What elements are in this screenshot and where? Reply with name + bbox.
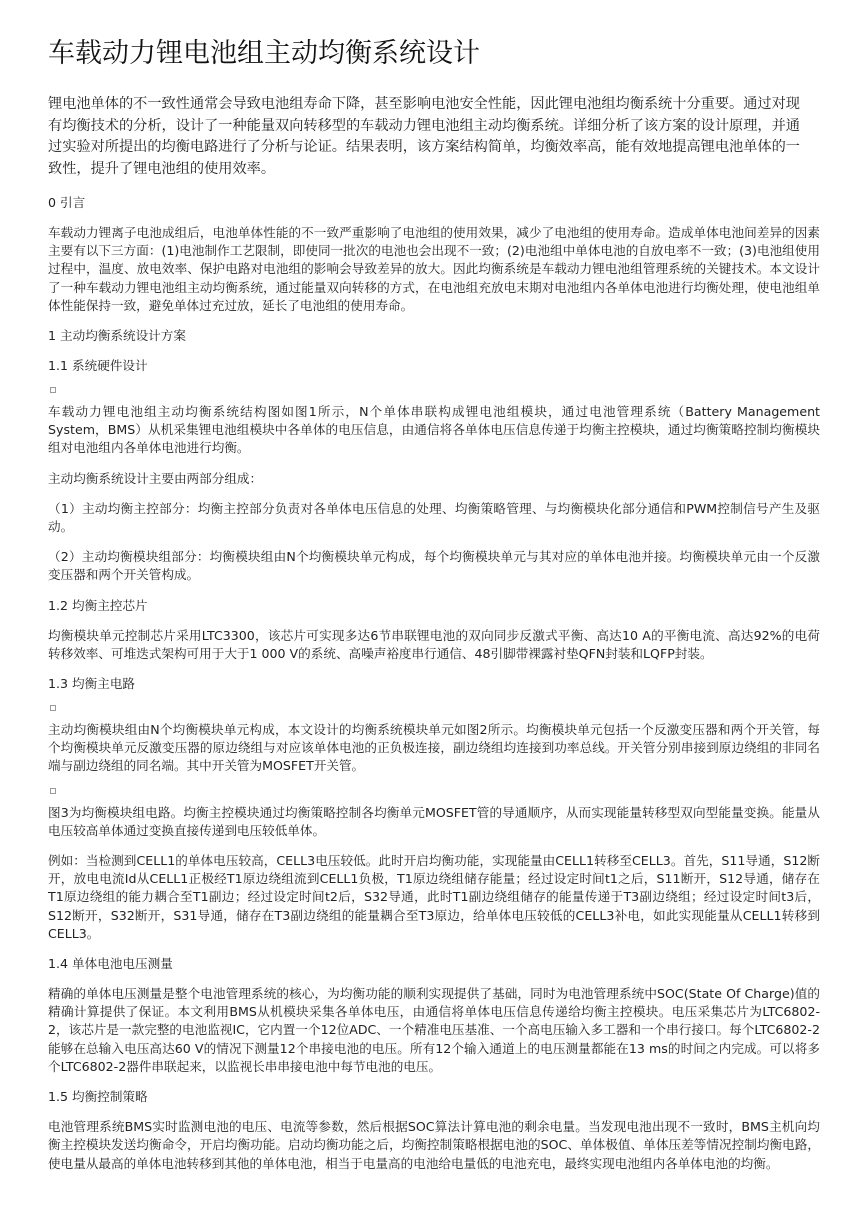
broken-image-icon xyxy=(50,788,56,794)
subsection-heading-main-circuit: 1.3 均衡主电路 xyxy=(48,676,136,692)
subsection-heading-chip: 1.2 均衡主控芯片 xyxy=(48,597,148,613)
section-heading-intro: 0 引言 xyxy=(48,195,86,210)
paragraph-main-circuit: 主动均衡模块组由N个均衡模块单元构成，本文设计的均衡系统模块单元如图2所示。均衡模块单元包括一个反激变压器和两个开关管，每个均衡模块单元反激变压器的原边绕组与对应该单体电池的正负极连接，副边绕组均连接到功率总线。开关管分别串接到原边绕组的非同名端与副边绕组的同名端。其中开关管为MOSFET开关管。 xyxy=(48,722,820,774)
paragraph-hardware-part1: （1）主动均衡主控部分：均衡主控部分负责对各单体电压信息的处理、均衡策略管理、与均衡模块化部分通信和PWM控制信号产生及驱动。 xyxy=(48,500,820,535)
paragraph-voltage-measurement: 精确的单体电压测量是整个电池管理系统的核心，为均衡功能的顺利实现提供了基础，同时为电池管理系统中SOC(State Of Charge)值的精确计算提供了保证。本文利用BMS从机模块采集各单体电压，由通信将单体电压信息传递给均衡主控模块。电压采集芯片为LTC6802-2，该芯片是一款完整的电池监视IC，它内置一个12位ADC、一个精准电压基准、一个高电压输入多工器和一个串行接口。每个LTC6802-2能够在总输入电压高达60 V的情况下测量12个串接电池的电压。所有12个输入通道上的电压测量都能在13 ms的时间之内完成。可以将多个LTC6802-2器件串联起来，以监视长串串接电池中每节电池的电压。 xyxy=(48,986,820,1074)
paragraph-module-circuit: 图3为均衡模块组电路。均衡主控模块通过均衡策略控制各均衡单元MOSFET管的导通顺序，从而实现能量转移型双向型能量变换。能量从电压较高单体通过变换直接传递到电压较低单体。 xyxy=(48,804,820,838)
broken-image-icon xyxy=(50,387,56,393)
paragraph-hardware-part2: （2）主动均衡模块组部分：均衡模块组由N个均衡模块单元构成，每个均衡模块单元与其对应的单体电池并接。均衡模块单元由一个反激变压器和两个开关管构成。 xyxy=(48,549,820,583)
subsection-heading-voltage-measurement: 1.4 单体电池电压测量 xyxy=(48,956,173,972)
broken-image-icon xyxy=(50,705,56,711)
paragraph-hardware-composition: 主动均衡系统设计主要由两部分组成： xyxy=(48,470,263,486)
subsection-heading-hardware: 1.1 系统硬件设计 xyxy=(48,358,148,374)
abstract: 锂电池单体的不一致性通常会导致电池组寿命下降，甚至影响电池安全性能，因此锂电池组均衡系统十分重要。通过对现有均衡技术的分析，设计了一种能量双向转移型的车载动力锂电池组主动均衡系统。详细分析了该方案的设计原理，并通过实验对所提出的均衡电路进行了分析与论证。结果表明，该方案结构简单，均衡效率高，能有效地提高锂电池单体的一致性，提升了锂电池组的使用效率。 xyxy=(48,96,800,177)
article-title: 车载动力锂电池组主动均衡系统设计 xyxy=(48,38,480,69)
section-heading-design: 1 主动均衡系统设计方案 xyxy=(48,328,186,344)
paragraph-example: 例如：当检测到CELL1的单体电压较高，CELL3电压较低。此时开启均衡功能，实现能量由CELL1转移至CELL3。首先，S11导通，S12断开，放电电流Id从CELL1正极经T1原边绕组流到CELL1负极，T1原边绕组储存能量；经过设定时间t1之后，S11断开，S12导通，储存在T1原边绕组的能力耦合至T1副边；经过设定时间t2后，S32导通，此时T1副边绕组储存的能量传递于T3副边绕组；经过设定时间t3后，S12断开，S32断开，S31导通，储存在T3副边绕组的能量耦合至T3原边，给单体电压较低的CELL3补电，如此实现能量从CELL1转移到CELL3。 xyxy=(48,853,820,941)
subsection-heading-control-strategy: 1.5 均衡控制策略 xyxy=(48,1089,148,1105)
paragraph-chip: 均衡模块单元控制芯片采用LTC3300，该芯片可实现多达6节串联锂电池的双向同步反激式平衡、高达10 A的平衡电流、高达92%的电荷转移效率、可堆迭式架构可用于大于1 000 V的系统、高噪声裕度串行通信、48引脚带裸露衬垫QFN封装和LQFP封装。 xyxy=(48,627,820,661)
paragraph-control-strategy: 电池管理系统BMS实时监测电池的电压、电流等参数，然后根据SOC算法计算电池的剩余电量。当发现电池出现不一致时，BMS主机向均衡主控模块发送均衡命令，开启均衡功能。启动均衡功能之后，均衡控制策略根据电池的SOC、单体极值、单体压差等情况控制均衡电路，使电量从最高的单体电池转移到其他的单体电池，相当于电量高的电池给电量低的电池充电，最终实现电池组内各单体电池的均衡。 xyxy=(48,1119,820,1171)
paragraph-intro: 车载动力锂离子电池成组后，电池单体性能的不一致严重影响了电池组的使用效果，减少了电池组的使用寿命。造成单体电池间差异的因素主要有以下三方面：(1)电池制作工艺限制，即使同一批次的电池也会出现不一致；(2)电池组中单体电池的自放电率不一致；(3)电池组使用过程中，温度、放电效率、保护电路对电池组的影响会导致差异的放大。因此均衡系统是车载动力锂电池组管理系统的关键技术。本文设计了一种车载动力锂电池组主动均衡系统，通过能量双向转移的方式，在电池组充放电末期对电池组内各单体电池进行均衡处理，使电池组单体性能保持一致，避免单体过充过放，延长了电池组的使用寿命。 xyxy=(48,225,820,313)
paragraph-hardware-structure: 车载动力锂电池组主动均衡系统结构图如图1所示，N个单体串联构成锂电池组模块，通过电池管理系统（Battery Management System，BMS）从机采集锂电池组模块中各单体的电压信息，由通信将各单体电压信息传递于均衡主控模块，通过均衡策略控制均衡模块组对电池组内各单体电池进行均衡。 xyxy=(48,404,820,456)
